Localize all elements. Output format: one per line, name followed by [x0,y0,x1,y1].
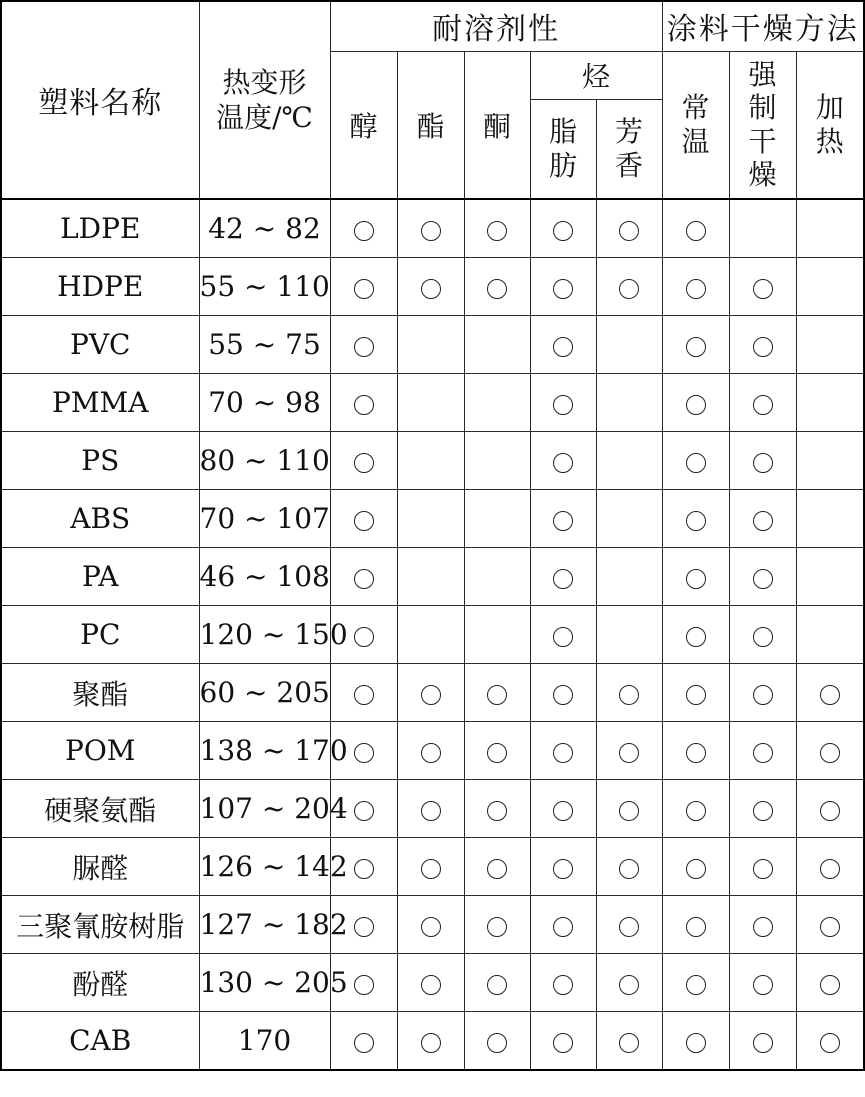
mark-cell-ester [397,780,464,838]
mark-cell-ester [397,1012,464,1071]
mark-cell-room_temp [662,1012,729,1071]
circle-mark-icon [686,685,706,705]
circle-mark-icon [619,801,639,821]
mark-cell-heating [796,954,864,1012]
table-row [1,722,864,780]
circle-mark-icon [686,1033,706,1053]
circle-mark-icon [487,1033,507,1053]
circle-mark-icon [820,859,840,879]
mark-cell-aromatic [596,722,662,780]
heat-deflection-cell: 127 ~ 182 [199,896,330,954]
heat-deflection-cell: 107 ~ 204 [199,780,330,838]
mark-cell-ester [397,606,464,664]
mark-cell-heating [796,896,864,954]
mark-cell-aliphatic [530,838,596,896]
mark-cell-aliphatic [530,548,596,606]
circle-mark-icon [619,859,639,879]
mark-cell-aromatic [596,199,662,258]
circle-mark-icon [354,453,374,473]
mark-cell-room_temp [662,548,729,606]
mark-cell-ester [397,374,464,432]
circle-mark-icon [753,453,773,473]
mark-cell-ketone [464,432,530,490]
mark-cell-aliphatic [530,722,596,780]
mark-cell-ketone [464,722,530,780]
mark-cell-room_temp [662,780,729,838]
circle-mark-icon [553,279,573,299]
header-drying-method: 涂料干燥方法 [662,1,864,51]
circle-mark-icon [820,685,840,705]
circle-mark-icon [354,337,374,357]
heat-deflection-cell: 80 ~ 110 [199,432,330,490]
circle-mark-icon [753,801,773,821]
mark-cell-ketone [464,548,530,606]
mark-cell-ketone [464,316,530,374]
circle-mark-icon [487,743,507,763]
plastic-name-cell: 聚酯 [1,664,199,722]
circle-mark-icon [354,395,374,415]
header-aliphatic [530,99,596,199]
mark-cell-forced_dry [729,432,796,490]
mark-cell-ketone [464,606,530,664]
mark-cell-aliphatic [530,199,596,258]
mark-cell-heating [796,316,864,374]
mark-cell-aromatic [596,490,662,548]
header-aromatic [596,99,662,199]
table-row [1,780,864,838]
mark-cell-ketone [464,896,530,954]
circle-mark-icon [421,917,441,937]
circle-mark-icon [553,337,573,357]
header-heat-deflection-temp [199,1,330,199]
table-row [1,374,864,432]
mark-cell-alcohol [330,1012,397,1071]
mark-cell-aliphatic [530,606,596,664]
table-row [1,1012,864,1071]
table-row [1,258,864,316]
header-plastic-name: 塑料名称 [1,1,199,199]
circle-mark-icon [553,395,573,415]
mark-cell-heating [796,258,864,316]
heat-deflection-cell: 170 [199,1012,330,1071]
circle-mark-icon [487,859,507,879]
mark-cell-heating [796,432,864,490]
mark-cell-alcohol [330,316,397,374]
mark-cell-heating [796,374,864,432]
circle-mark-icon [686,569,706,589]
table-row [1,954,864,1012]
heat-deflection-cell: 126 ~ 142 [199,838,330,896]
heat-deflection-cell: 70 ~ 107 [199,490,330,548]
circle-mark-icon [553,453,573,473]
header-aromatic-c2: 香 [615,148,644,182]
plastic-name-cell: PMMA [1,374,199,432]
circle-mark-icon [753,1033,773,1053]
heat-deflection-cell: 55 ~ 75 [199,316,330,374]
header-heating-c2: 热 [815,124,844,158]
circle-mark-icon [553,569,573,589]
mark-cell-aromatic [596,954,662,1012]
plastic-name-cell: CAB [1,1012,199,1071]
mark-cell-forced_dry [729,896,796,954]
circle-mark-icon [487,801,507,821]
circle-mark-icon [820,1033,840,1053]
header-aliphatic-c2: 肪 [548,148,577,182]
mark-cell-aliphatic [530,780,596,838]
mark-cell-aliphatic [530,954,596,1012]
circle-mark-icon [619,279,639,299]
header-room-temp [662,51,729,199]
heat-deflection-cell: 138 ~ 170 [199,722,330,780]
circle-mark-icon [487,685,507,705]
mark-cell-room_temp [662,432,729,490]
header-forced-dry-c4: 燥 [748,158,777,192]
circle-mark-icon [753,279,773,299]
heat-deflection-cell: 120 ~ 150 [199,606,330,664]
mark-cell-ketone [464,838,530,896]
circle-mark-icon [354,859,374,879]
mark-cell-alcohol [330,199,397,258]
circle-mark-icon [686,337,706,357]
mark-cell-aromatic [596,838,662,896]
circle-mark-icon [354,1033,374,1053]
circle-mark-icon [753,975,773,995]
circle-mark-icon [354,917,374,937]
mark-cell-aromatic [596,374,662,432]
mark-cell-room_temp [662,316,729,374]
mark-cell-aliphatic [530,374,596,432]
circle-mark-icon [421,1033,441,1053]
mark-cell-aliphatic [530,490,596,548]
circle-mark-icon [487,221,507,241]
circle-mark-icon [354,627,374,647]
table-row [1,432,864,490]
circle-mark-icon [421,279,441,299]
header-alcohol: 醇 [330,51,397,199]
circle-mark-icon [354,569,374,589]
mark-cell-heating [796,838,864,896]
mark-cell-room_temp [662,199,729,258]
mark-cell-forced_dry [729,1012,796,1071]
mark-cell-room_temp [662,838,729,896]
mark-cell-forced_dry [729,954,796,1012]
header-hdt-line1: 热变形 [222,66,307,99]
plastic-name-cell: PVC [1,316,199,374]
circle-mark-icon [354,801,374,821]
mark-cell-room_temp [662,258,729,316]
mark-cell-forced_dry [729,316,796,374]
circle-mark-icon [553,685,573,705]
mark-cell-ketone [464,374,530,432]
mark-cell-ester [397,896,464,954]
mark-cell-alcohol [330,490,397,548]
mark-cell-room_temp [662,606,729,664]
mark-cell-aliphatic [530,432,596,490]
mark-cell-ester [397,432,464,490]
circle-mark-icon [753,627,773,647]
heat-deflection-cell: 130 ~ 205 [199,954,330,1012]
circle-mark-icon [753,395,773,415]
mark-cell-ester [397,316,464,374]
plastic-name-cell: 酚醛 [1,954,199,1012]
table-row [1,548,864,606]
mark-cell-forced_dry [729,606,796,664]
mark-cell-alcohol [330,432,397,490]
header-aliphatic-c1: 脂 [548,115,577,149]
mark-cell-aromatic [596,258,662,316]
mark-cell-aromatic [596,432,662,490]
mark-cell-ester [397,664,464,722]
circle-mark-icon [686,743,706,763]
table-row [1,838,864,896]
mark-cell-ketone [464,258,530,316]
plastic-name-cell: PS [1,432,199,490]
header-heating-c1: 加 [815,91,844,125]
mark-cell-aliphatic [530,258,596,316]
header-forced-dry-c3: 干 [748,124,777,158]
mark-cell-aromatic [596,664,662,722]
mark-cell-heating [796,606,864,664]
mark-cell-room_temp [662,490,729,548]
mark-cell-forced_dry [729,664,796,722]
mark-cell-heating [796,1012,864,1071]
mark-cell-forced_dry [729,374,796,432]
plastic-name-cell: 硬聚氨酯 [1,780,199,838]
circle-mark-icon [553,859,573,879]
mark-cell-heating [796,548,864,606]
heat-deflection-cell: 55 ~ 110 [199,258,330,316]
circle-mark-icon [820,975,840,995]
circle-mark-icon [753,685,773,705]
table-header [1,1,864,199]
mark-cell-ester [397,954,464,1012]
mark-cell-alcohol [330,258,397,316]
mark-cell-heating [796,780,864,838]
mark-cell-ketone [464,490,530,548]
circle-mark-icon [619,743,639,763]
circle-mark-icon [686,395,706,415]
plastic-name-cell: PC [1,606,199,664]
header-heating [796,51,864,199]
plastic-name-cell: PA [1,548,199,606]
heat-deflection-cell: 70 ~ 98 [199,374,330,432]
mark-cell-forced_dry [729,199,796,258]
mark-cell-room_temp [662,374,729,432]
table-row [1,664,864,722]
mark-cell-ester [397,722,464,780]
mark-cell-ester [397,490,464,548]
mark-cell-heating [796,490,864,548]
mark-cell-ketone [464,199,530,258]
mark-cell-forced_dry [729,490,796,548]
circle-mark-icon [686,801,706,821]
mark-cell-aliphatic [530,316,596,374]
circle-mark-icon [820,743,840,763]
mark-cell-ester [397,199,464,258]
circle-mark-icon [753,917,773,937]
circle-mark-icon [354,685,374,705]
heat-deflection-cell: 46 ~ 108 [199,548,330,606]
table-row [1,606,864,664]
mark-cell-aromatic [596,1012,662,1071]
circle-mark-icon [619,1033,639,1053]
mark-cell-heating [796,199,864,258]
circle-mark-icon [753,743,773,763]
plastic-name-cell: HDPE [1,258,199,316]
mark-cell-room_temp [662,722,729,780]
table-body [1,199,864,1070]
circle-mark-icon [686,917,706,937]
header-hydrocarbon: 烃 [530,51,662,99]
circle-mark-icon [354,279,374,299]
circle-mark-icon [619,917,639,937]
circle-mark-icon [354,975,374,995]
mark-cell-ketone [464,780,530,838]
circle-mark-icon [354,221,374,241]
mark-cell-aromatic [596,316,662,374]
circle-mark-icon [553,801,573,821]
circle-mark-icon [421,975,441,995]
plastic-name-cell: ABS [1,490,199,548]
mark-cell-forced_dry [729,548,796,606]
circle-mark-icon [421,221,441,241]
table-row [1,896,864,954]
circle-mark-icon [619,685,639,705]
mark-cell-forced_dry [729,258,796,316]
circle-mark-icon [553,743,573,763]
circle-mark-icon [421,685,441,705]
header-forced-dry-c2: 制 [748,91,777,125]
circle-mark-icon [553,511,573,531]
circle-mark-icon [753,337,773,357]
header-forced-dry [729,51,796,199]
header-room-temp-c2: 温 [681,124,710,158]
mark-cell-forced_dry [729,838,796,896]
mark-cell-room_temp [662,954,729,1012]
circle-mark-icon [619,975,639,995]
mark-cell-aromatic [596,606,662,664]
circle-mark-icon [686,279,706,299]
circle-mark-icon [753,511,773,531]
circle-mark-icon [354,511,374,531]
mark-cell-aliphatic [530,1012,596,1071]
mark-cell-aliphatic [530,896,596,954]
plastic-name-cell: LDPE [1,199,199,258]
table-row [1,199,864,258]
heat-deflection-cell: 60 ~ 205 [199,664,330,722]
circle-mark-icon [354,743,374,763]
mark-cell-alcohol [330,664,397,722]
circle-mark-icon [686,511,706,531]
circle-mark-icon [619,221,639,241]
circle-mark-icon [553,221,573,241]
mark-cell-ketone [464,1012,530,1071]
circle-mark-icon [487,279,507,299]
circle-mark-icon [686,859,706,879]
table-row [1,316,864,374]
plastic-name-cell: 脲醛 [1,838,199,896]
circle-mark-icon [686,453,706,473]
circle-mark-icon [553,627,573,647]
circle-mark-icon [553,975,573,995]
circle-mark-icon [753,859,773,879]
circle-mark-icon [421,801,441,821]
header-ester: 酯 [397,51,464,199]
mark-cell-forced_dry [729,780,796,838]
circle-mark-icon [686,975,706,995]
circle-mark-icon [753,569,773,589]
mark-cell-aliphatic [530,664,596,722]
circle-mark-icon [421,859,441,879]
mark-cell-aromatic [596,780,662,838]
circle-mark-icon [686,627,706,647]
circle-mark-icon [487,975,507,995]
mark-cell-ketone [464,954,530,1012]
circle-mark-icon [686,221,706,241]
mark-cell-aromatic [596,896,662,954]
mark-cell-room_temp [662,896,729,954]
plastic-name-cell: 三聚氰胺树脂 [1,896,199,954]
circle-mark-icon [421,743,441,763]
header-forced-dry-c1: 强 [748,57,777,91]
mark-cell-alcohol [330,548,397,606]
mark-cell-heating [796,722,864,780]
mark-cell-forced_dry [729,722,796,780]
mark-cell-aromatic [596,548,662,606]
mark-cell-ester [397,838,464,896]
plastic-name-cell: POM [1,722,199,780]
header-ketone: 酮 [464,51,530,199]
mark-cell-room_temp [662,664,729,722]
header-solvent-resistance: 耐溶剂性 [330,1,662,51]
header-room-temp-c1: 常 [681,91,710,125]
circle-mark-icon [487,917,507,937]
mark-cell-ketone [464,664,530,722]
mark-cell-ester [397,258,464,316]
circle-mark-icon [820,917,840,937]
table-row [1,490,864,548]
mark-cell-alcohol [330,374,397,432]
circle-mark-icon [553,917,573,937]
mark-cell-ester [397,548,464,606]
header-hdt-line2: 温度/℃ [216,101,313,134]
heat-deflection-cell: 42 ~ 82 [199,199,330,258]
header-aromatic-c1: 芳 [615,115,644,149]
circle-mark-icon [820,801,840,821]
circle-mark-icon [553,1033,573,1053]
mark-cell-heating [796,664,864,722]
